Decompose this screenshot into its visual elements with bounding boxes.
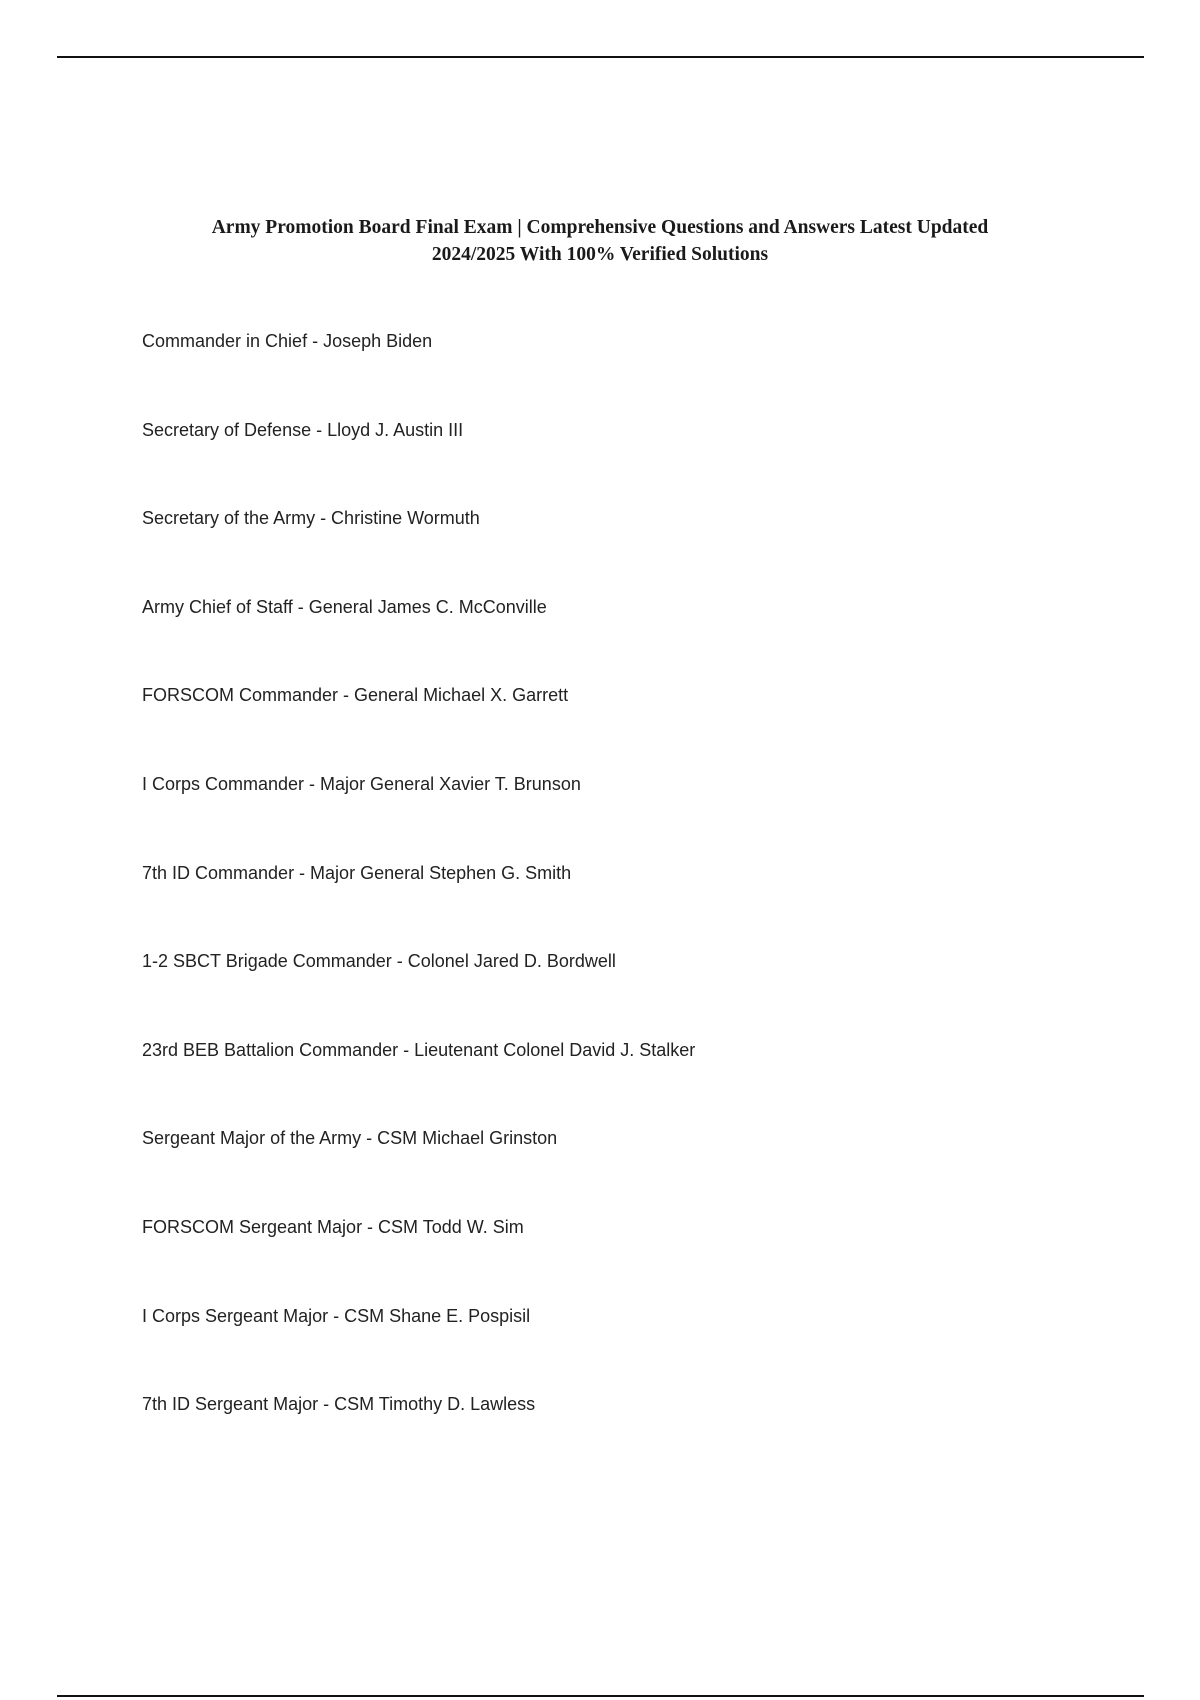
qa-item-secretary-of-defense: Secretary of Defense - Lloyd J. Austin III <box>142 419 464 440</box>
qa-item-sbct-brigade-commander: 1-2 SBCT Brigade Commander - Colonel Jared D. Bordwell <box>142 951 616 972</box>
qa-list <box>142 328 1042 1480</box>
qa-item-7th-id-sergeant-major: 7th ID Sergeant Major - CSM Timothy D. Lawless <box>142 1394 536 1415</box>
document-title-line-2: 2024/2025 With 100% Verified Solutions <box>431 244 769 265</box>
document-title <box>150 214 1050 268</box>
qa-item-sergeant-major-of-the-army: Sergeant Major of the Army - CSM Michael Grinston <box>142 1128 558 1149</box>
qa-item-secretary-of-the-army: Secretary of the Army - Christine Wormuth <box>142 508 480 529</box>
qa-item-army-chief-of-staff: Army Chief of Staff - General James C. McConville <box>142 596 547 617</box>
qa-item-forscom-commander: FORSCOM Commander - General Michael X. Garrett <box>142 685 569 706</box>
document-title-line-1: Army Promotion Board Final Exam | Comprehensive Questions and Answers Latest Updated <box>211 217 989 238</box>
qa-item-7th-id-commander: 7th ID Commander - Major General Stephen G. Smith <box>142 862 572 883</box>
qa-item-i-corps-commander: I Corps Commander - Major General Xavier T. Brunson <box>142 773 581 794</box>
bottom-divider <box>57 1695 1144 1697</box>
top-divider <box>57 56 1144 58</box>
qa-item-beb-battalion-commander: 23rd BEB Battalion Commander - Lieutenant Colonel David J. Stalker <box>142 1039 696 1060</box>
qa-item-forscom-sergeant-major: FORSCOM Sergeant Major - CSM Todd W. Sim <box>142 1216 524 1237</box>
qa-item-i-corps-sergeant-major: I Corps Sergeant Major - CSM Shane E. Pospisil <box>142 1305 531 1326</box>
qa-item-commander-in-chief: Commander in Chief - Joseph Biden <box>142 331 433 351</box>
